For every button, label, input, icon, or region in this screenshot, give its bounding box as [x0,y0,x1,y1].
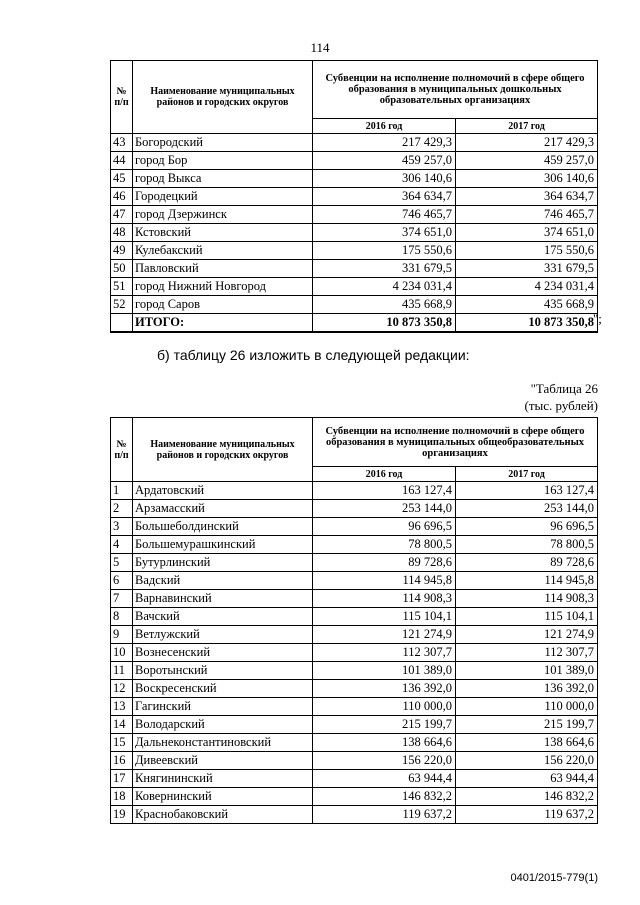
value-2016: 156 220,0 [313,752,456,770]
municipality-name: город Выкса [133,170,313,188]
value-2017: 746 465,7 [456,206,598,224]
municipality-name: Ардатовский [133,482,313,500]
total-label: ИТОГО: [133,314,313,333]
value-2017: 435 668,9 [456,296,598,314]
table-row [111,770,598,788]
row-number: 13 [111,698,133,716]
value-2016: 78 800,5 [313,536,456,554]
table-row [111,572,598,590]
table-preschool-subsidies [110,60,598,333]
value-2017: 163 127,4 [456,482,598,500]
table-row [111,608,598,626]
value-2016: 138 664,6 [313,734,456,752]
row-number: 51 [111,278,133,296]
municipality-name: Варнавинский [133,590,313,608]
header-subsidy: Субвенции на исполнение полномочий в сфере общего образования в муниципальных общеобразовательных организациях [313,418,598,467]
municipality-name: Бутурлинский [133,554,313,572]
row-number: 44 [111,152,133,170]
value-2016: 306 140,6 [313,170,456,188]
row-number: 11 [111,662,133,680]
row-number: 2 [111,500,133,518]
table-row [111,716,598,734]
value-2016: 112 307,7 [313,644,456,662]
value-2017: 374 651,0 [456,224,598,242]
header-2017: 2017 год [456,119,598,134]
value-2017: 156 220,0 [456,752,598,770]
document-code: 0401/2015-779(1) [510,872,598,884]
municipality-name: город Бор [133,152,313,170]
header-2017: 2017 год [456,467,598,482]
row-number: 15 [111,734,133,752]
row-number: 8 [111,608,133,626]
value-2016: 435 668,9 [313,296,456,314]
table-row [111,788,598,806]
value-2017: 146 832,2 [456,788,598,806]
value-2016: 217 429,3 [313,134,456,152]
value-2017: 114 945,8 [456,572,598,590]
row-number: 5 [111,554,133,572]
value-2017: 115 104,1 [456,608,598,626]
instruction-text: б) таблицу 26 изложить в следующей редакции: [157,347,470,363]
value-2017: 63 944,4 [456,770,598,788]
value-2016: 331 679,5 [313,260,456,278]
value-2017: 175 550,6 [456,242,598,260]
value-2017: 101 389,0 [456,662,598,680]
value-2016: 115 104,1 [313,608,456,626]
value-2016: 253 144,0 [313,500,456,518]
value-2017: 114 908,3 [456,590,598,608]
value-2017: 121 274,9 [456,626,598,644]
row-number: 47 [111,206,133,224]
table-row [111,170,598,188]
row-number: 7 [111,590,133,608]
value-2016: 136 392,0 [313,680,456,698]
table-row [111,206,598,224]
row-number: 49 [111,242,133,260]
table-row [111,242,598,260]
header-subsidy: Субвенции на исполнение полномочий в сфере общего образования в муниципальных дошкольных образовательных организациях [313,61,598,119]
table-caption-units: (тыс. рублей) [524,398,598,413]
municipality-name: город Нижний Новгород [133,278,313,296]
row-number: 46 [111,188,133,206]
value-2017: 253 144,0 [456,500,598,518]
table-row [111,224,598,242]
municipality-name: Павловский [133,260,313,278]
table-row [111,152,598,170]
value-2017: 217 429,3 [456,134,598,152]
row-number: 3 [111,518,133,536]
table-row [111,590,598,608]
row-number: 9 [111,626,133,644]
value-2017: 138 664,6 [456,734,598,752]
table-row [111,188,598,206]
total-2016: 10 873 350,8 [313,314,456,333]
value-2016: 96 696,5 [313,518,456,536]
value-2017: 78 800,5 [456,536,598,554]
municipality-name: Кстовский [133,224,313,242]
municipality-name: Ковернинский [133,788,313,806]
municipality-name: Арзамасский [133,500,313,518]
row-number: 52 [111,296,133,314]
value-2017: 215 199,7 [456,716,598,734]
municipality-name: Городецкий [133,188,313,206]
table-row [111,500,598,518]
municipality-name: Воротынский [133,662,313,680]
row-number: 16 [111,752,133,770]
municipality-name: Кулебакский [133,242,313,260]
municipality-name: Княгининский [133,770,313,788]
municipality-name: Большеболдинский [133,518,313,536]
value-2017: 364 634,7 [456,188,598,206]
municipality-name: город Саров [133,296,313,314]
municipality-name: Воскресенский [133,680,313,698]
table-row [111,752,598,770]
header-name: Наименование муниципальных районов и городских округов [133,418,313,482]
row-number: 14 [111,716,133,734]
table-row [111,734,598,752]
total-blank-cell [111,314,133,333]
value-2017: 331 679,5 [456,260,598,278]
value-2017: 306 140,6 [456,170,598,188]
table-row [111,260,598,278]
row-number: 4 [111,536,133,554]
municipality-name: Володарский [133,716,313,734]
table-row [111,680,598,698]
value-2016: 114 908,3 [313,590,456,608]
row-number: 18 [111,788,133,806]
municipality-name: Богородский [133,134,313,152]
municipality-name: Дивеевский [133,752,313,770]
row-number: 1 [111,482,133,500]
value-2016: 374 651,0 [313,224,456,242]
municipality-name: Ветлужский [133,626,313,644]
table-row [111,698,598,716]
closing-quote: "; [593,311,602,326]
municipality-name: Гагинский [133,698,313,716]
value-2016: 4 234 031,4 [313,278,456,296]
table-row [111,806,598,824]
municipality-name: Краснобаковский [133,806,313,824]
municipality-name: Большемурашкинский [133,536,313,554]
municipality-name: Вознесенский [133,644,313,662]
value-2016: 459 257,0 [313,152,456,170]
value-2016: 175 550,6 [313,242,456,260]
value-2016: 63 944,4 [313,770,456,788]
table-row [111,626,598,644]
value-2016: 746 465,7 [313,206,456,224]
value-2017: 119 637,2 [456,806,598,824]
row-number: 45 [111,170,133,188]
municipality-name: Дальнеконстантиновский [133,734,313,752]
row-number: 6 [111,572,133,590]
value-2016: 101 389,0 [313,662,456,680]
header-2016: 2016 год [313,467,456,482]
value-2017: 4 234 031,4 [456,278,598,296]
header-name: Наименование муниципальных районов и городских округов [133,61,313,134]
row-number: 48 [111,224,133,242]
table-caption-title: "Таблица 26 [530,381,598,396]
value-2017: 112 307,7 [456,644,598,662]
value-2016: 146 832,2 [313,788,456,806]
page-number: 114 [310,40,330,55]
row-number: 50 [111,260,133,278]
value-2017: 459 257,0 [456,152,598,170]
total-2017: 10 873 350,8 [456,314,598,333]
row-number: 17 [111,770,133,788]
table-caption [524,380,598,414]
municipality-name: Вачский [133,608,313,626]
value-2016: 114 945,8 [313,572,456,590]
header-num: № п/п [111,61,133,134]
table-row [111,554,598,572]
table-row [111,482,598,500]
value-2017: 136 392,0 [456,680,598,698]
municipality-name: Вадский [133,572,313,590]
value-2016: 163 127,4 [313,482,456,500]
table-row [111,134,598,152]
value-2016: 110 000,0 [313,698,456,716]
table-row [111,278,598,296]
table-row [111,296,598,314]
value-2016: 215 199,7 [313,716,456,734]
table-row [111,644,598,662]
value-2016: 364 634,7 [313,188,456,206]
table-row [111,518,598,536]
row-number: 19 [111,806,133,824]
municipality-name: город Дзержинск [133,206,313,224]
table-row [111,662,598,680]
value-2017: 96 696,5 [456,518,598,536]
value-2016: 119 637,2 [313,806,456,824]
total-row [111,314,598,333]
header-2016: 2016 год [313,119,456,134]
row-number: 12 [111,680,133,698]
value-2017: 89 728,6 [456,554,598,572]
table-row [111,536,598,554]
value-2016: 121 274,9 [313,626,456,644]
row-number: 43 [111,134,133,152]
value-2016: 89 728,6 [313,554,456,572]
value-2017: 110 000,0 [456,698,598,716]
header-num: № п/п [111,418,133,482]
table-general-education-subsidies [110,417,598,824]
row-number: 10 [111,644,133,662]
